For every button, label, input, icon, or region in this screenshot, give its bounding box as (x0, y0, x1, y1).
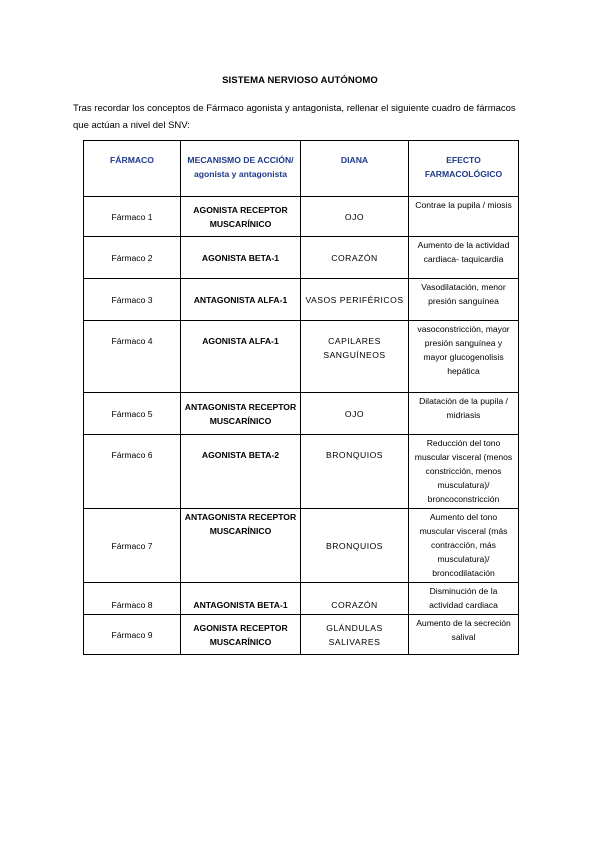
cell-diana: BRONQUIOS (301, 435, 409, 509)
cell-mecanismo: AGONISTA RECEPTOR MUSCARÍNICO (181, 197, 301, 237)
cell-farmaco: Fármaco 7 (84, 509, 181, 583)
cell-efecto: Dilatación de la pupila / midriasis (409, 393, 519, 435)
cell-diana: OJO (301, 393, 409, 435)
cell-mecanismo: ANTAGONISTA RECEPTOR MUSCARÍNICO (181, 393, 301, 435)
table-header-row (84, 141, 519, 197)
cell-efecto: Reducción del tono muscular visceral (menos constricción, menos musculatura)/ broncoconstricción (409, 435, 519, 509)
drug-table (83, 140, 519, 655)
table-row (84, 509, 519, 583)
cell-diana: VASOS PERIFÉRICOS (301, 279, 409, 321)
cell-efecto: Aumento de la secreción salival (409, 615, 519, 655)
cell-mecanismo: ANTAGONISTA BETA-1 (181, 583, 301, 615)
cell-diana: CAPILARES SANGUÍNEOS (301, 321, 409, 393)
cell-mecanismo: AGONISTA RECEPTOR MUSCARÍNICO (181, 615, 301, 655)
table-row (84, 435, 519, 509)
cell-farmaco: Fármaco 1 (84, 197, 181, 237)
cell-efecto: Aumento de la actividad cardiaca- taquicardia (409, 237, 519, 279)
cell-efecto: vasoconstricción, mayor presión sanguínea y mayor glucogenolisis hepática (409, 321, 519, 393)
cell-diana: CORAZÓN (301, 237, 409, 279)
header-farmaco: FÁRMACO (84, 141, 181, 197)
cell-mecanismo: AGONISTA ALFA-1 (181, 321, 301, 393)
intro-paragraph: Tras recordar los conceptos de Fármaco agonista y antagonista, rellenar el siguiente cuadro de fármacos que actúan a nivel del SNV: (73, 103, 516, 131)
cell-farmaco: Fármaco 2 (84, 237, 181, 279)
cell-farmaco: Fármaco 3 (84, 279, 181, 321)
cell-mecanismo: AGONISTA BETA-2 (181, 435, 301, 509)
table-row (84, 583, 519, 615)
cell-diana: BRONQUIOS (301, 509, 409, 583)
table-row (84, 615, 519, 655)
table-row (84, 279, 519, 321)
header-diana: DIANA (301, 141, 409, 197)
cell-farmaco: Fármaco 9 (84, 615, 181, 655)
table-row (84, 321, 519, 393)
cell-farmaco: Fármaco 4 (84, 321, 181, 393)
table-row (84, 197, 519, 237)
table-row (84, 237, 519, 279)
cell-efecto: Contrae la pupila / miosis (409, 197, 519, 237)
page-title: SISTEMA NERVIOSO AUTÓNOMO (222, 75, 378, 86)
cell-mecanismo: AGONISTA BETA-1 (181, 237, 301, 279)
cell-efecto: Disminución de la actividad cardiaca (409, 583, 519, 615)
cell-efecto: Vasodilatación, menor presión sanguínea (409, 279, 519, 321)
cell-efecto: Aumento del tono muscular visceral (más contracción, más musculatura)/ broncodilatación (409, 509, 519, 583)
cell-farmaco: Fármaco 6 (84, 435, 181, 509)
cell-mecanismo: ANTAGONISTA ALFA-1 (181, 279, 301, 321)
table-row (84, 393, 519, 435)
cell-farmaco: Fármaco 8 (84, 583, 181, 615)
cell-mecanismo: ANTAGONISTA RECEPTOR MUSCARÍNICO (181, 509, 301, 583)
cell-diana: CORAZÓN (301, 583, 409, 615)
cell-diana: OJO (301, 197, 409, 237)
header-mecanismo: MECANISMO DE ACCIÓN/ agonista y antagonista (181, 141, 301, 197)
cell-diana: GLÁNDULAS SALIVARES (301, 615, 409, 655)
header-efecto: EFECTO FARMACOLÓGICO (409, 141, 519, 197)
cell-farmaco: Fármaco 5 (84, 393, 181, 435)
